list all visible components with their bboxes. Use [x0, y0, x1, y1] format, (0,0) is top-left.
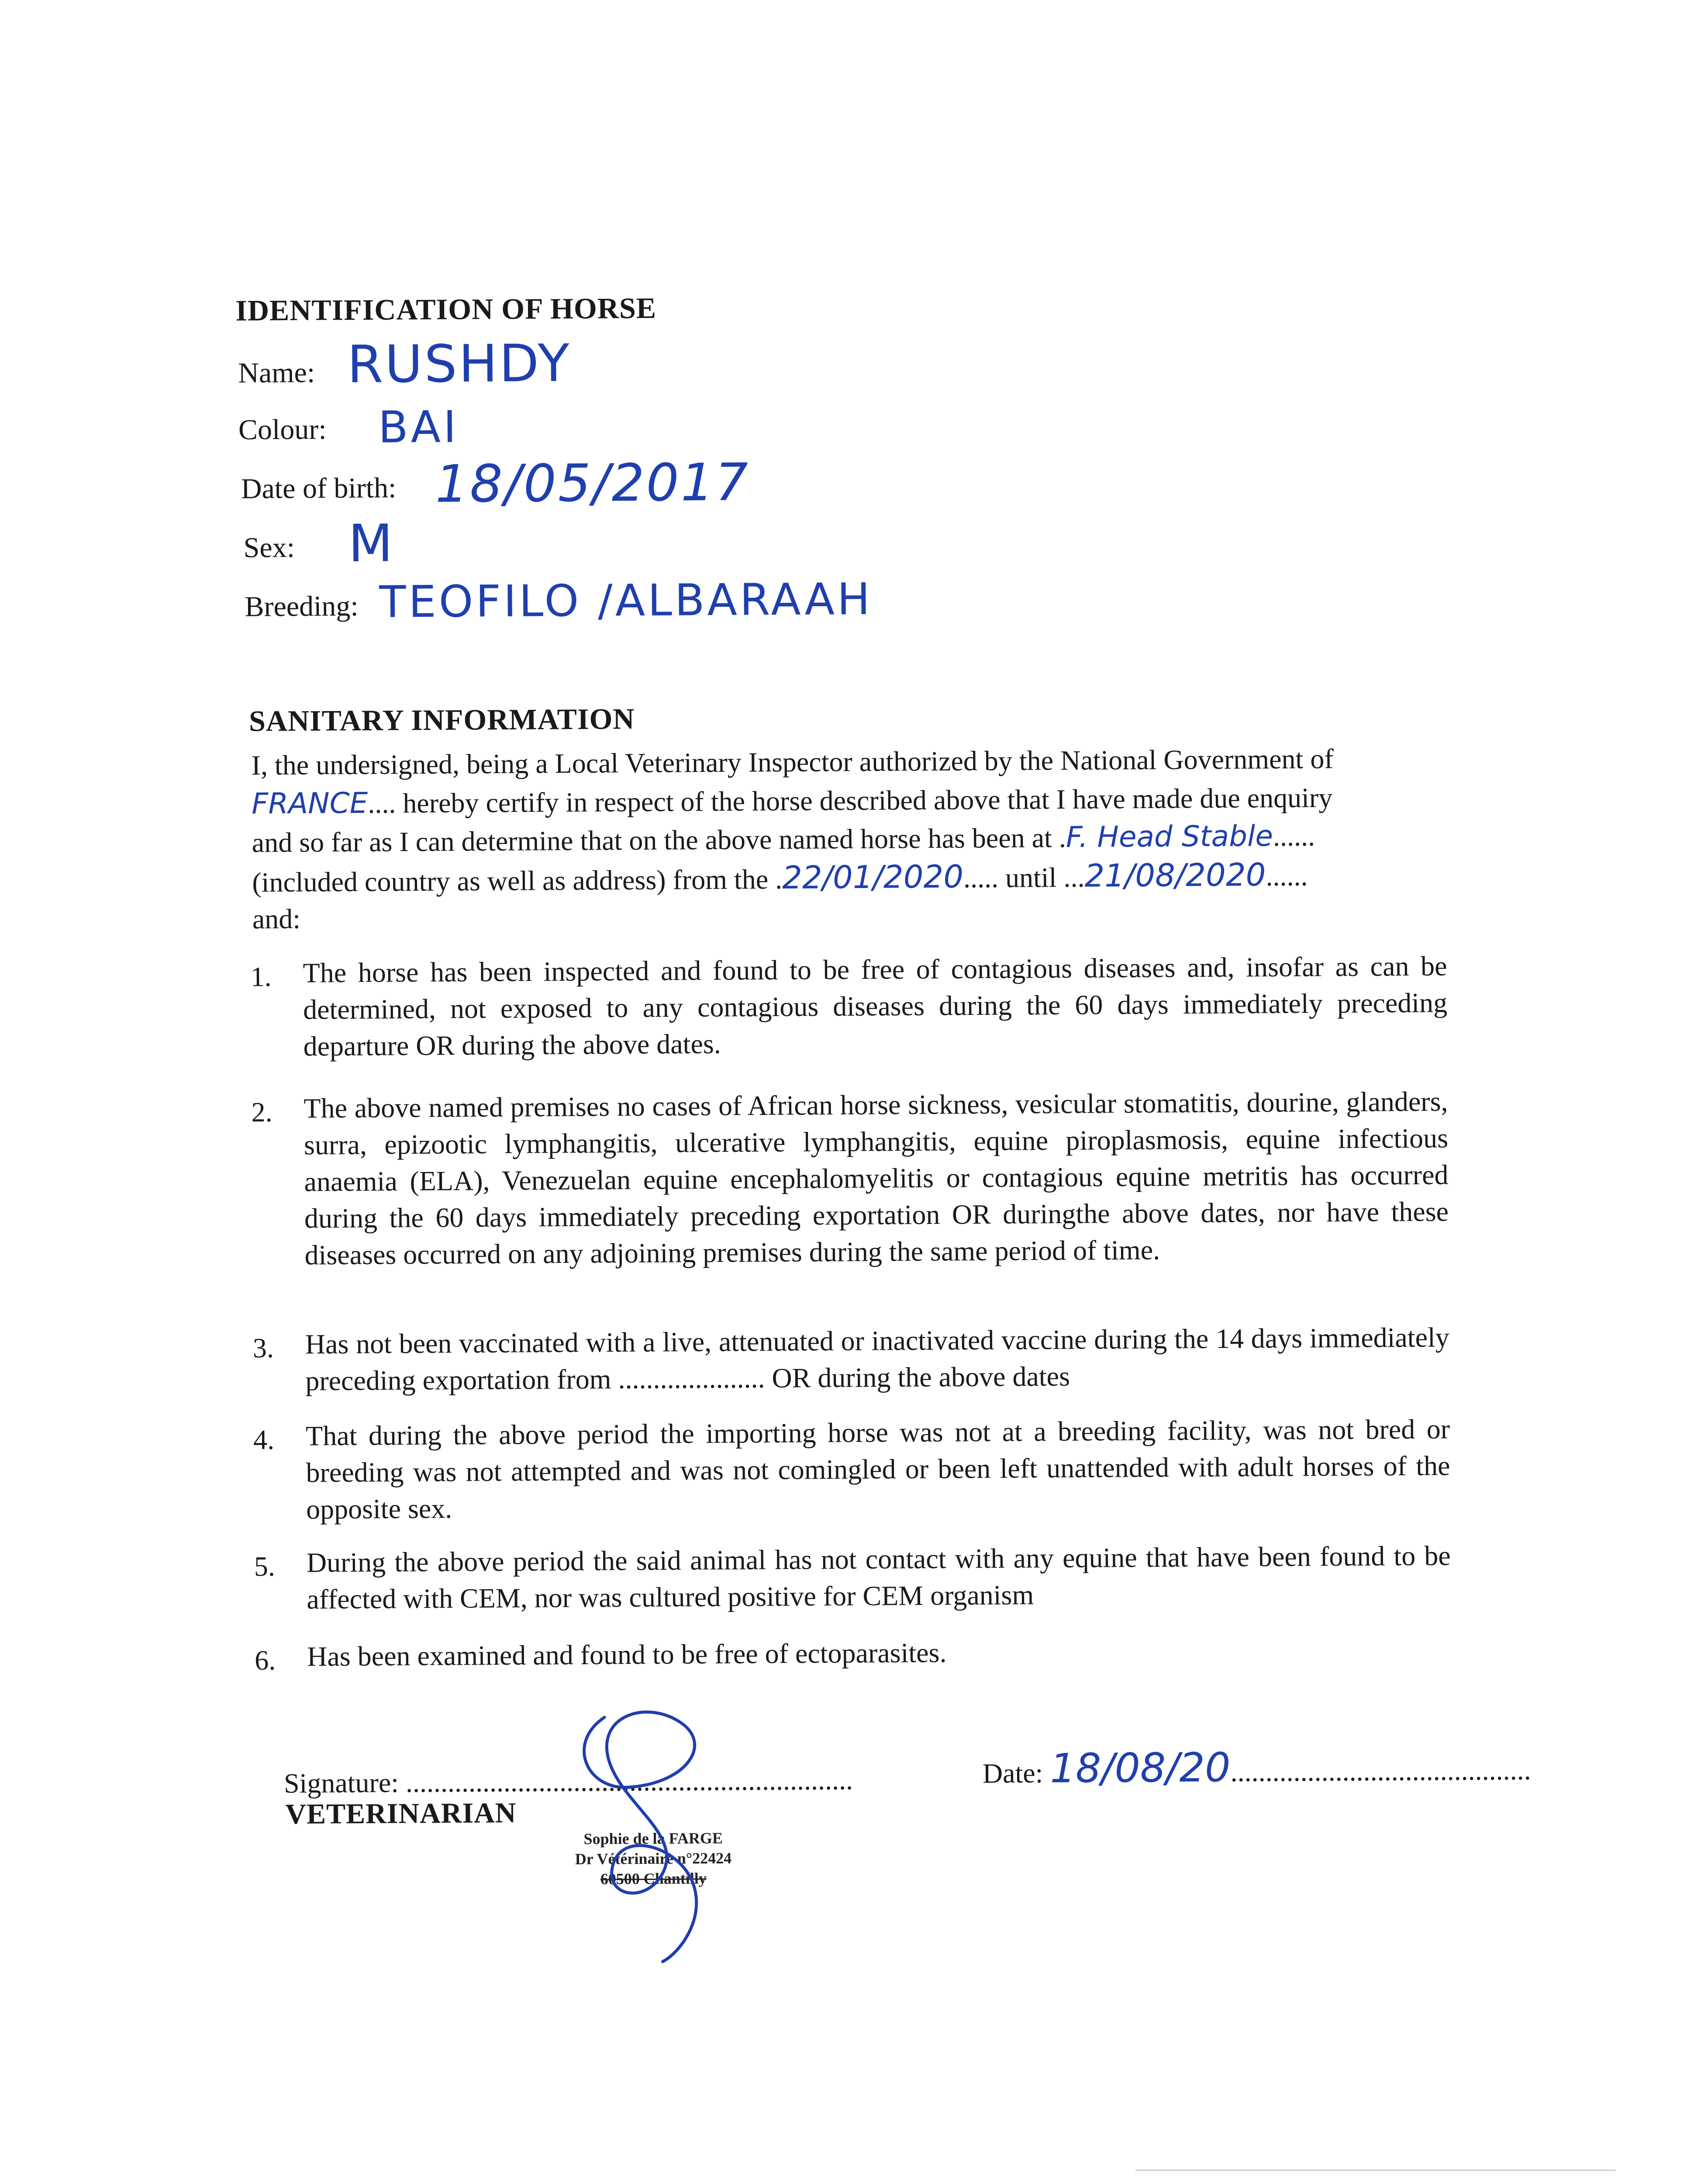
condition-item-6 [255, 1631, 1456, 1676]
period-text: (included country as well as address) from the . [252, 864, 783, 898]
until-dots: ...... [1266, 860, 1308, 892]
condition-number: 5. [254, 1551, 276, 1582]
stamp-licence: Dr Vétérinaire n°22424 [575, 1849, 732, 1868]
location-dots: ...... [1273, 820, 1315, 852]
stamp-name: Sophie de la FARGE [583, 1829, 723, 1848]
condition-item-1 [250, 948, 1451, 1062]
stamp-address: 60500 Chantilly [600, 1870, 707, 1888]
sanitary-line-5: and: [252, 903, 301, 935]
sanitary-heading: SANITARY INFORMATION [248, 702, 635, 738]
condition-text: The above named premises no cases of African horse sickness, vesicular stomatitis, dourine, glanders, surra, epizootic lymphangitis, ulcerative lymphangitis, equine piroplasmosis, equine infectious anaemia (ELA), Venezuelan equine encephalomyelitis or contagious equine metritis has occurred during the 60 days immediately preceding exportation OR duringthe above dates, nor have these diseases occurred on any adjoining premises during the same period of time. [304, 1085, 1449, 1271]
country-value: FRANCE [252, 786, 368, 821]
name-label: Name: [238, 356, 315, 389]
signature-date-value: 18/08/20 [1050, 1744, 1231, 1792]
condition-number: 2. [251, 1096, 273, 1128]
condition-number: 1. [250, 961, 272, 992]
sanitary-line-3 [252, 816, 1334, 861]
country-dots: .... [368, 788, 396, 819]
condition-item-3 [252, 1319, 1454, 1396]
signature-dots: ................................................................ [405, 1764, 853, 1798]
condition-item-4 [253, 1411, 1454, 1525]
condition-number: 4. [253, 1424, 275, 1455]
dob-label: Date of birth: [241, 472, 397, 505]
sex-value: M [348, 513, 395, 574]
signature-mark [548, 1690, 742, 1971]
colour-value: BAI [378, 401, 459, 453]
veterinarian-label: VETERINARIAN [285, 1797, 517, 1831]
until-text: ..... until ... [963, 861, 1085, 894]
condition-number: 6. [255, 1645, 276, 1676]
breeding-value: TEOFILO /ALBARAAH [379, 573, 873, 628]
scan-edge-line [1135, 2170, 1616, 2171]
signature-label: Signature: [283, 1767, 406, 1799]
until-date-value: 21/08/2020 [1084, 856, 1266, 894]
condition-item-5 [254, 1538, 1455, 1615]
sanitary-paragraph [251, 740, 1335, 938]
sex-label: Sex: [243, 531, 295, 564]
location-text: and so far as I can determine that on the above named horse has been at . [252, 822, 1066, 858]
colour-label: Colour: [238, 413, 327, 446]
identification-heading: IDENTIFICATION OF HORSE [235, 291, 657, 327]
date-label: Date: [982, 1757, 1050, 1789]
date-line [982, 1742, 1531, 1793]
condition-text: During the above period the said animal has not contact with any equine that have been found to be affected with CEM, nor was cultured positive for CEM organism [306, 1540, 1451, 1615]
condition-text: Has not been vaccinated with a live, attenuated or inactivated vaccine during the 14 days immediately preceding exportation from ..................... OR during the above dates [305, 1321, 1449, 1396]
condition-item-2 [251, 1083, 1452, 1271]
condition-number: 3. [252, 1332, 274, 1364]
sanitary-line-1: I, the undersigned, being a Local Veterinary Inspector authorized by the National Government of [251, 743, 1334, 781]
location-value: F. Head Stable [1066, 819, 1273, 854]
condition-text: Has been examined and found to be free of ectoparasites. [307, 1637, 947, 1672]
breeding-label: Breeding: [245, 590, 359, 623]
date-dots: ........................................... [1230, 1754, 1531, 1787]
from-date-value: 22/01/2020 [782, 858, 964, 896]
sanitary-line-2 [252, 778, 1334, 823]
certify-text: hereby certify in respect of the horse described above that I have made due enquiry [396, 782, 1333, 819]
condition-text: That during the above period the importing horse was not at a breeding facility, was not bred or breeding was not attempted and was not comingled or been left unattended with adult horses of the opposite sex. [305, 1413, 1450, 1525]
sanitary-line-4 [252, 855, 1334, 900]
name-value: RUSHDY [347, 333, 572, 395]
dob-value: 18/05/2017 [435, 452, 750, 514]
condition-text: The horse has been inspected and found to be free of contagious diseases and, insofar as can be determined, not exposed to any contagious diseases during the 60 days immediately preceding departure OR during the above dates. [303, 950, 1448, 1062]
